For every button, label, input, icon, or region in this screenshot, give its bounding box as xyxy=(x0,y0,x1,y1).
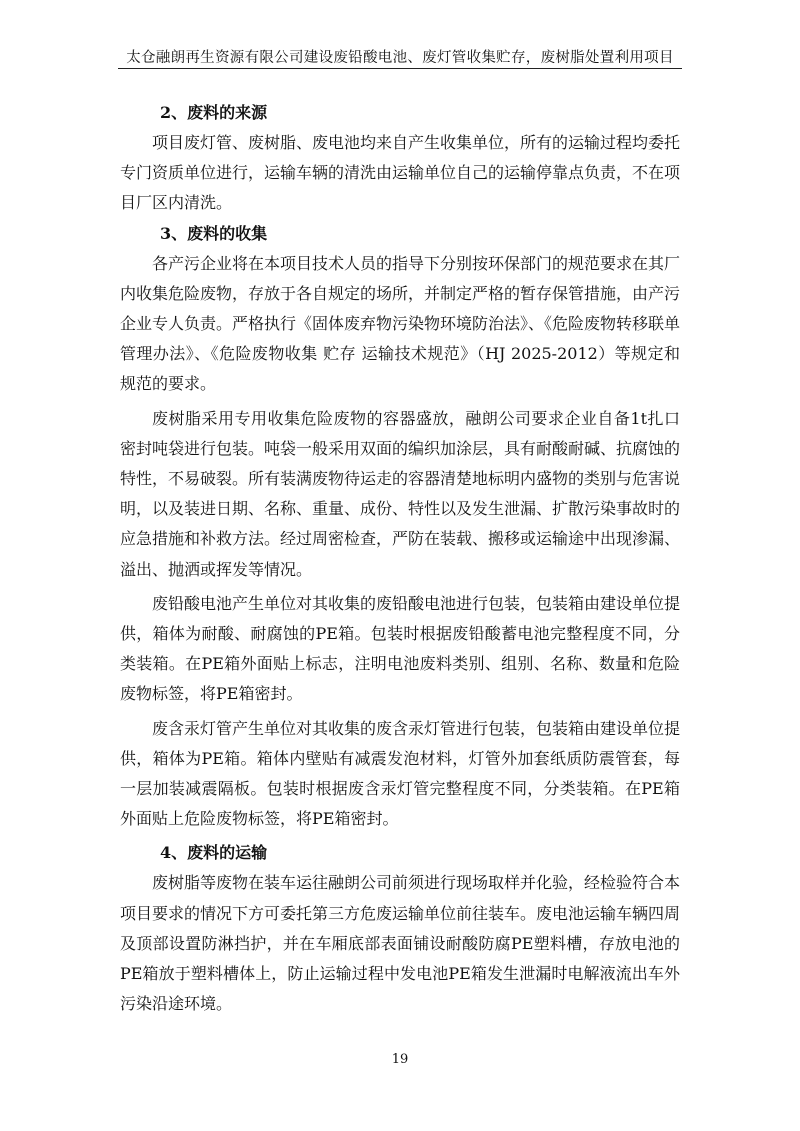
section-heading: 2、废料的来源 xyxy=(160,103,268,122)
header-rule xyxy=(118,68,682,69)
running-header: 太仓融朗再生资源有限公司建设废铅酸电池、废灯管收集贮存，废树脂处置利用项目 xyxy=(126,50,674,66)
section-source xyxy=(120,98,680,219)
page-number: 19 xyxy=(391,1052,409,1067)
paragraph: 废树脂等废物在装车运往融朗公司前须进行现场取样并化验，经检验符合本项目要求的情况下方可委托第三方危废运输单位前往装车。废电池运输车辆四周及顶部设置防淋挡护，并在车厢底部表面铺设耐酸防腐PE塑料槽，存放电池的PE箱放于塑料槽体上，防止运输过程中发电池PE箱发生泄漏时电解液流出车外污染沿途环境。 xyxy=(120,873,681,1014)
paragraph: 废铅酸电池产生单位对其收集的废铅酸电池进行包装，包装箱由建设单位提供，箱体为耐酸、耐腐蚀的PE箱。包装时根据废铅酸蓄电池完整程度不同，分类装箱。在PE箱外面贴上标志，注明电池废料类别、组别、名称、数量和危险废物标签，将PE箱密封。 xyxy=(120,593,681,704)
paragraph: 各产污企业将在本项目技术人员的指导下分别按环保部门的规范要求在其厂内收集危险废物，存放于各自规定的场所，并制定严格的暂存保管措施，由产污企业专人负责。严格执行《固体废弃物污染物环境防治法》、《危险废物转移联单管理办法》、《危险废物收集 贮存 运输技术规范》（HJ 2025-2012）等规定和规范的要求。 xyxy=(120,253,681,394)
paragraph: 废树脂采用专用收集危险废物的容器盛放，融朗公司要求企业自备1t扎口密封吨袋进行包装。吨袋一般采用双面的编织加涂层，具有耐酸耐碱、抗腐蚀的特性，不易破裂。所有装满废物待运走的容器清楚地标明内盛物的类别与危害说明，以及装进日期、名称、重量、成份、特性以及发生泄漏、扩散污染事故时的应急措施和补救方法。经过周密检查，严防在装载、搬移或运输途中出现渗漏、溢出、抛洒或挥发等情况。 xyxy=(120,408,681,579)
paragraph: 项目废灯管、废树脂、废电池均来自产生收集单位，所有的运输过程均委托专门资质单位进行，运输车辆的清洗由运输单位自己的运输停靠点负责，不在项目厂区内清洗。 xyxy=(120,133,681,213)
document-body xyxy=(120,98,680,1019)
section-transport xyxy=(120,838,680,1019)
section-heading: 3、废料的收集 xyxy=(160,223,268,243)
paragraph: 废含汞灯管产生单位对其收集的废含汞灯管进行包装，包装箱由建设单位提供，箱体为PE箱。箱体内壁贴有减震发泡材料，灯管外加套纸质防震管套，每一层加装减震隔板。包装时根据废含汞灯管完整程度不同，分类装箱。在PE箱外面贴上危险废物标签，将PE箱密封。 xyxy=(120,718,681,829)
section-heading: 4、废料的运输 xyxy=(160,843,268,863)
section-collection xyxy=(120,219,680,835)
